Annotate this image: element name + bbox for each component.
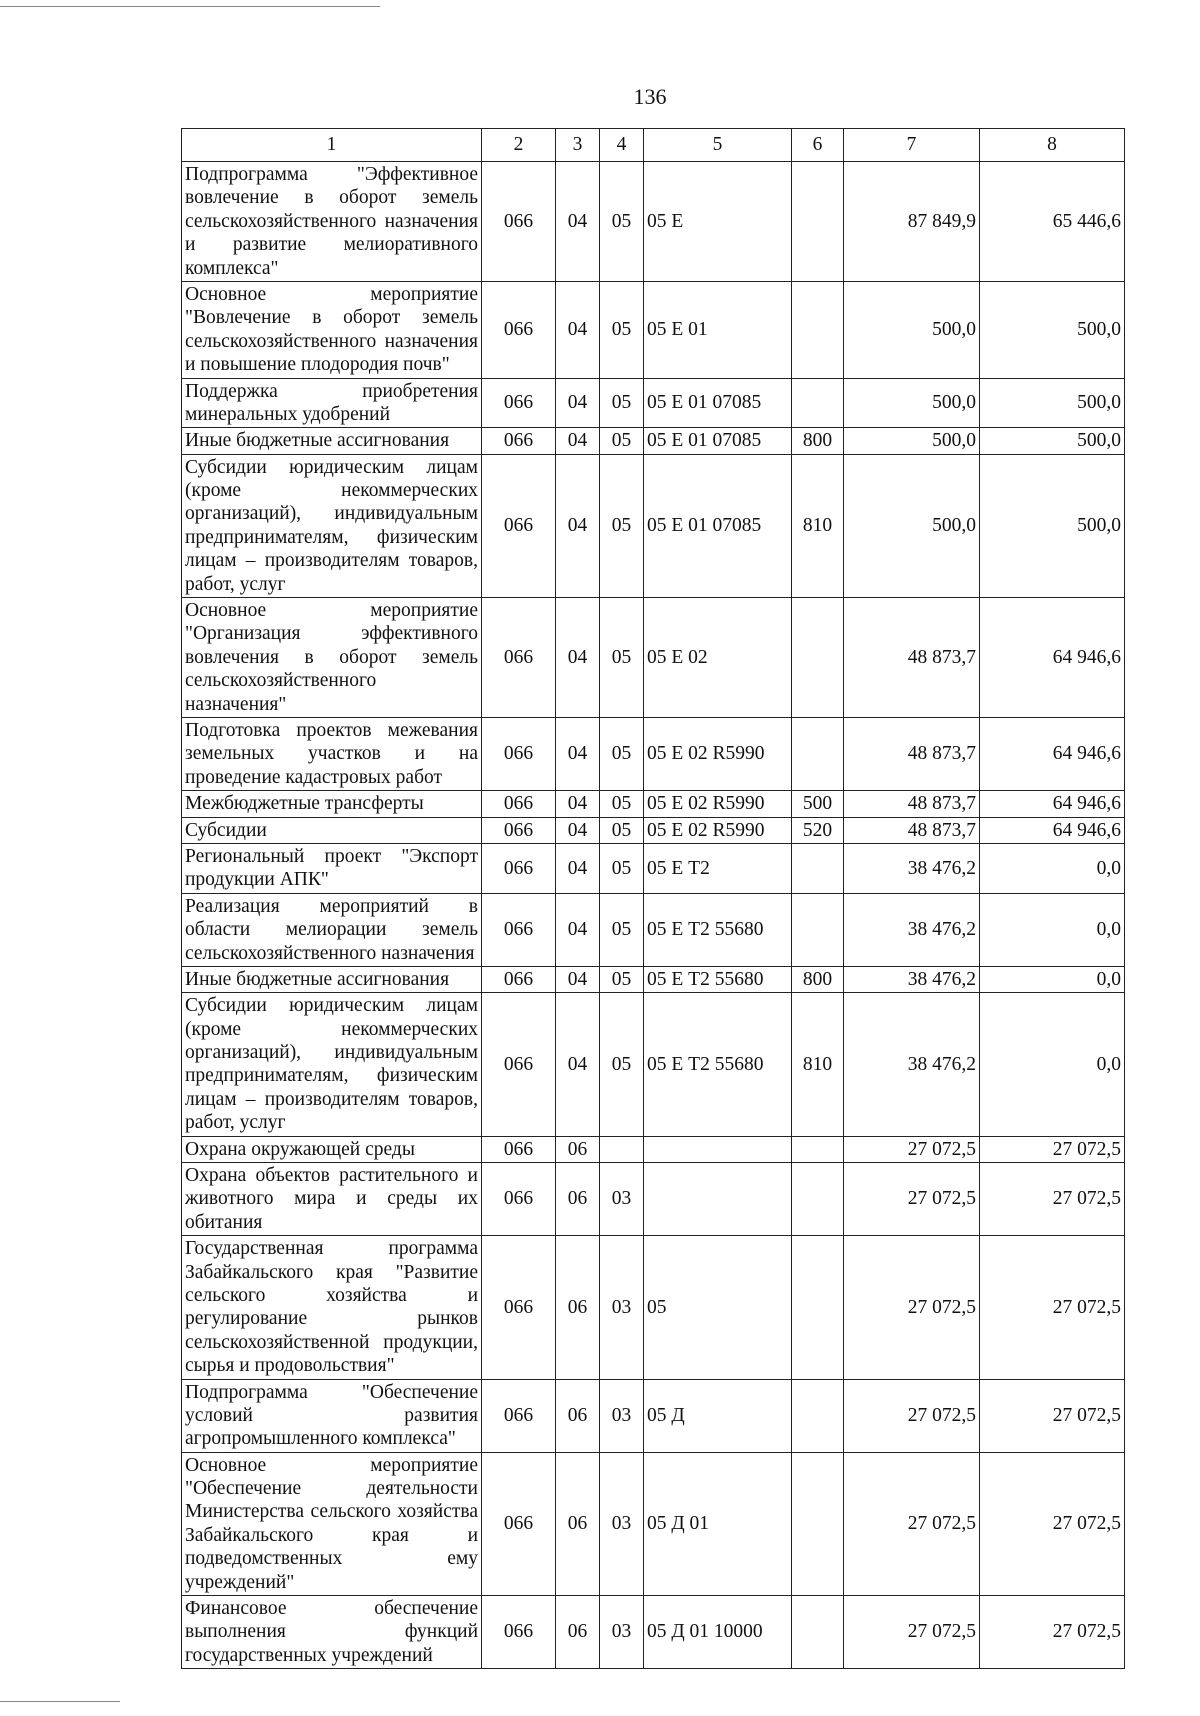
amount-year1-cell: 500,0 [844,454,980,597]
row-name-cell: Реализация мероприятий в области мелиорации земель сельскохозяйственного назначения [182,893,482,966]
amount-year2-cell: 64 946,6 [980,717,1125,790]
expense-type-cell [792,281,844,378]
row-name-cell: Государственная программа Забайкальского края "Развитие сельского хозяйства и регулирование рынков сельскохозяйственной продукции, сырья и продовольствия" [182,1236,482,1379]
subsection-cell [600,1136,644,1162]
ministry-code-cell: 066 [482,281,556,378]
target-article-cell: 05 Е Т2 55680 [644,993,792,1136]
target-article-cell: 05 Е 02 R5990 [644,791,792,817]
target-article-cell: 05 Д 01 10000 [644,1596,792,1669]
amount-year1-cell: 500,0 [844,281,980,378]
ministry-code-cell: 066 [482,1379,556,1452]
amount-year1-cell: 500,0 [844,428,980,454]
amount-year1-cell: 38 476,2 [844,893,980,966]
amount-year2-cell: 500,0 [980,281,1125,378]
amount-year2-cell: 64 946,6 [980,817,1125,843]
section-cell: 04 [556,791,600,817]
row-name-cell: Субсидии юридическим лицам (кроме некоммерческих организаций), индивидуальным предпринимателям, физическим лицам – производителям товаров, работ, услуг [182,993,482,1136]
expense-type-cell: 810 [792,993,844,1136]
amount-year2-cell: 500,0 [980,428,1125,454]
ministry-code-cell: 066 [482,791,556,817]
expense-type-cell: 500 [792,791,844,817]
row-name-cell: Поддержка приобретения минеральных удобрений [182,378,482,428]
table-row [182,378,1125,428]
table-row [182,598,1125,718]
amount-year1-cell: 38 476,2 [844,843,980,893]
section-cell: 06 [556,1452,600,1595]
section-cell: 06 [556,1596,600,1669]
subsection-cell: 05 [600,843,644,893]
row-name-cell: Иные бюджетные ассигнования [182,428,482,454]
amount-year1-cell: 27 072,5 [844,1452,980,1595]
table-row [182,1379,1125,1452]
ministry-code-cell: 066 [482,162,556,282]
section-cell: 04 [556,817,600,843]
expense-type-cell [792,1379,844,1452]
section-cell: 04 [556,454,600,597]
amount-year1-cell: 27 072,5 [844,1379,980,1452]
row-name-cell: Иные бюджетные ассигнования [182,966,482,992]
expense-type-cell [792,1596,844,1669]
amount-year2-cell: 27 072,5 [980,1452,1125,1595]
target-article-cell: 05 Е 01 07085 [644,454,792,597]
target-article-cell: 05 Е Т2 55680 [644,966,792,992]
subsection-cell: 05 [600,817,644,843]
row-name-cell: Субсидии юридическим лицам (кроме некоммерческих организаций), индивидуальным предпринимателям, физическим лицам – производителям товаров, работ, услуг [182,454,482,597]
amount-year2-cell: 64 946,6 [980,598,1125,718]
row-name-cell: Подпрограмма "Эффективное вовлечение в оборот земель сельскохозяйственного назначения и развитие мелиоративного комплекса" [182,162,482,282]
ministry-code-cell: 066 [482,993,556,1136]
table-row [182,1163,1125,1236]
amount-year1-cell: 27 072,5 [844,1596,980,1669]
ministry-code-cell: 066 [482,1136,556,1162]
expense-type-cell [792,843,844,893]
section-cell: 04 [556,717,600,790]
section-cell: 04 [556,893,600,966]
column-header-7: 7 [844,129,980,162]
target-article-cell: 05 Е 02 R5990 [644,717,792,790]
section-cell: 06 [556,1163,600,1236]
amount-year2-cell: 500,0 [980,454,1125,597]
table-row [182,843,1125,893]
ministry-code-cell: 066 [482,428,556,454]
expense-type-cell: 800 [792,428,844,454]
row-name-cell: Региональный проект "Экспорт продукции АПК" [182,843,482,893]
amount-year1-cell: 27 072,5 [844,1136,980,1162]
ministry-code-cell: 066 [482,893,556,966]
amount-year2-cell: 0,0 [980,893,1125,966]
section-cell: 04 [556,378,600,428]
amount-year1-cell: 27 072,5 [844,1163,980,1236]
amount-year1-cell: 38 476,2 [844,966,980,992]
table-row [182,817,1125,843]
subsection-cell: 05 [600,717,644,790]
target-article-cell: 05 Е 01 07085 [644,378,792,428]
subsection-cell: 05 [600,378,644,428]
target-article-cell: 05 Е Т2 [644,843,792,893]
subsection-cell: 03 [600,1236,644,1379]
row-name-cell: Межбюджетные трансферты [182,791,482,817]
row-name-cell: Финансовое обеспечение выполнения функций государственных учреждений [182,1596,482,1669]
column-header-8: 8 [980,129,1125,162]
table-row [182,993,1125,1136]
subsection-cell: 05 [600,791,644,817]
section-cell: 04 [556,162,600,282]
section-cell: 04 [556,966,600,992]
subsection-cell: 05 [600,966,644,992]
expense-type-cell [792,1163,844,1236]
amount-year2-cell: 27 072,5 [980,1163,1125,1236]
column-header-3: 3 [556,129,600,162]
table-row [182,1452,1125,1595]
subsection-cell: 05 [600,893,644,966]
section-cell: 04 [556,598,600,718]
subsection-cell: 05 [600,598,644,718]
row-name-cell: Субсидии [182,817,482,843]
row-name-cell: Подпрограмма "Обеспечение условий развития агропромышленного комплекса" [182,1379,482,1452]
target-article-cell: 05 [644,1236,792,1379]
row-name-cell: Подготовка проектов межевания земельных участков и на проведение кадастровых работ [182,717,482,790]
section-cell: 06 [556,1136,600,1162]
ministry-code-cell: 066 [482,378,556,428]
table-row [182,428,1125,454]
subsection-cell: 03 [600,1163,644,1236]
subsection-cell: 05 [600,454,644,597]
amount-year2-cell: 27 072,5 [980,1379,1125,1452]
amount-year2-cell: 500,0 [980,378,1125,428]
table-row [182,791,1125,817]
amount-year2-cell: 0,0 [980,993,1125,1136]
section-cell: 04 [556,843,600,893]
table-row [182,281,1125,378]
expense-type-cell: 800 [792,966,844,992]
amount-year1-cell: 48 873,7 [844,598,980,718]
amount-year2-cell: 27 072,5 [980,1236,1125,1379]
amount-year2-cell: 0,0 [980,966,1125,992]
column-header-6: 6 [792,129,844,162]
expense-type-cell [792,1136,844,1162]
amount-year1-cell: 38 476,2 [844,993,980,1136]
page-number: 136 [633,84,667,109]
section-cell: 04 [556,428,600,454]
expense-type-cell [792,1236,844,1379]
column-header-2: 2 [482,129,556,162]
row-name-cell: Основное мероприятие "Организация эффективного вовлечения в оборот земель сельскохозяйственного назначения" [182,598,482,718]
row-name-cell: Охрана окружающей среды [182,1136,482,1162]
ministry-code-cell: 066 [482,454,556,597]
target-article-cell [644,1136,792,1162]
table-row [182,966,1125,992]
subsection-cell: 05 [600,428,644,454]
table-row [182,1596,1125,1669]
ministry-code-cell: 066 [482,817,556,843]
subsection-cell: 03 [600,1379,644,1452]
ministry-code-cell: 066 [482,598,556,718]
table-row [182,717,1125,790]
column-header-1: 1 [182,129,482,162]
target-article-cell: 05 Е 02 R5990 [644,817,792,843]
row-name-cell: Основное мероприятие "Обеспечение деятельности Министерства сельского хозяйства Забайкальского края и подведомственных ему учреждений" [182,1452,482,1595]
amount-year2-cell: 65 446,6 [980,162,1125,282]
subsection-cell: 05 [600,162,644,282]
expense-type-cell [792,598,844,718]
budget-table [181,128,1125,1669]
amount-year2-cell: 27 072,5 [980,1136,1125,1162]
subsection-cell: 05 [600,281,644,378]
amount-year2-cell: 64 946,6 [980,791,1125,817]
amount-year2-cell: 0,0 [980,843,1125,893]
amount-year1-cell: 27 072,5 [844,1236,980,1379]
ministry-code-cell: 066 [482,717,556,790]
expense-type-cell [792,893,844,966]
subsection-cell: 03 [600,1596,644,1669]
scan-artifact-line [0,6,380,7]
table-row [182,1236,1125,1379]
target-article-cell: 05 Е 01 [644,281,792,378]
column-header-5: 5 [644,129,792,162]
amount-year1-cell: 500,0 [844,378,980,428]
row-name-cell: Охрана объектов растительного и животного мира и среды их обитания [182,1163,482,1236]
target-article-cell: 05 Е [644,162,792,282]
subsection-cell: 03 [600,1452,644,1595]
section-cell: 04 [556,281,600,378]
expense-type-cell [792,717,844,790]
table-header-row [182,129,1125,162]
amount-year1-cell: 48 873,7 [844,717,980,790]
amount-year2-cell: 27 072,5 [980,1596,1125,1669]
ministry-code-cell: 066 [482,843,556,893]
table-row [182,893,1125,966]
subsection-cell: 05 [600,993,644,1136]
table-row [182,454,1125,597]
ministry-code-cell: 066 [482,1236,556,1379]
section-cell: 06 [556,1379,600,1452]
ministry-code-cell: 066 [482,966,556,992]
ministry-code-cell: 066 [482,1596,556,1669]
target-article-cell: 05 Е 02 [644,598,792,718]
table-row [182,1136,1125,1162]
target-article-cell: 05 Д [644,1379,792,1452]
amount-year1-cell: 48 873,7 [844,791,980,817]
target-article-cell: 05 Е 01 07085 [644,428,792,454]
section-cell: 06 [556,1236,600,1379]
scan-artifact-line [0,1701,120,1702]
target-article-cell [644,1163,792,1236]
column-header-4: 4 [600,129,644,162]
amount-year1-cell: 48 873,7 [844,817,980,843]
amount-year1-cell: 87 849,9 [844,162,980,282]
ministry-code-cell: 066 [482,1163,556,1236]
ministry-code-cell: 066 [482,1452,556,1595]
table-row [182,162,1125,282]
expense-type-cell [792,1452,844,1595]
expense-type-cell: 810 [792,454,844,597]
section-cell: 04 [556,993,600,1136]
table-body [182,162,1125,1669]
expense-type-cell [792,378,844,428]
target-article-cell: 05 Е Т2 55680 [644,893,792,966]
expense-type-cell [792,162,844,282]
expense-type-cell: 520 [792,817,844,843]
target-article-cell: 05 Д 01 [644,1452,792,1595]
row-name-cell: Основное мероприятие "Вовлечение в оборот земель сельскохозяйственного назначения и повышение плодородия почв" [182,281,482,378]
